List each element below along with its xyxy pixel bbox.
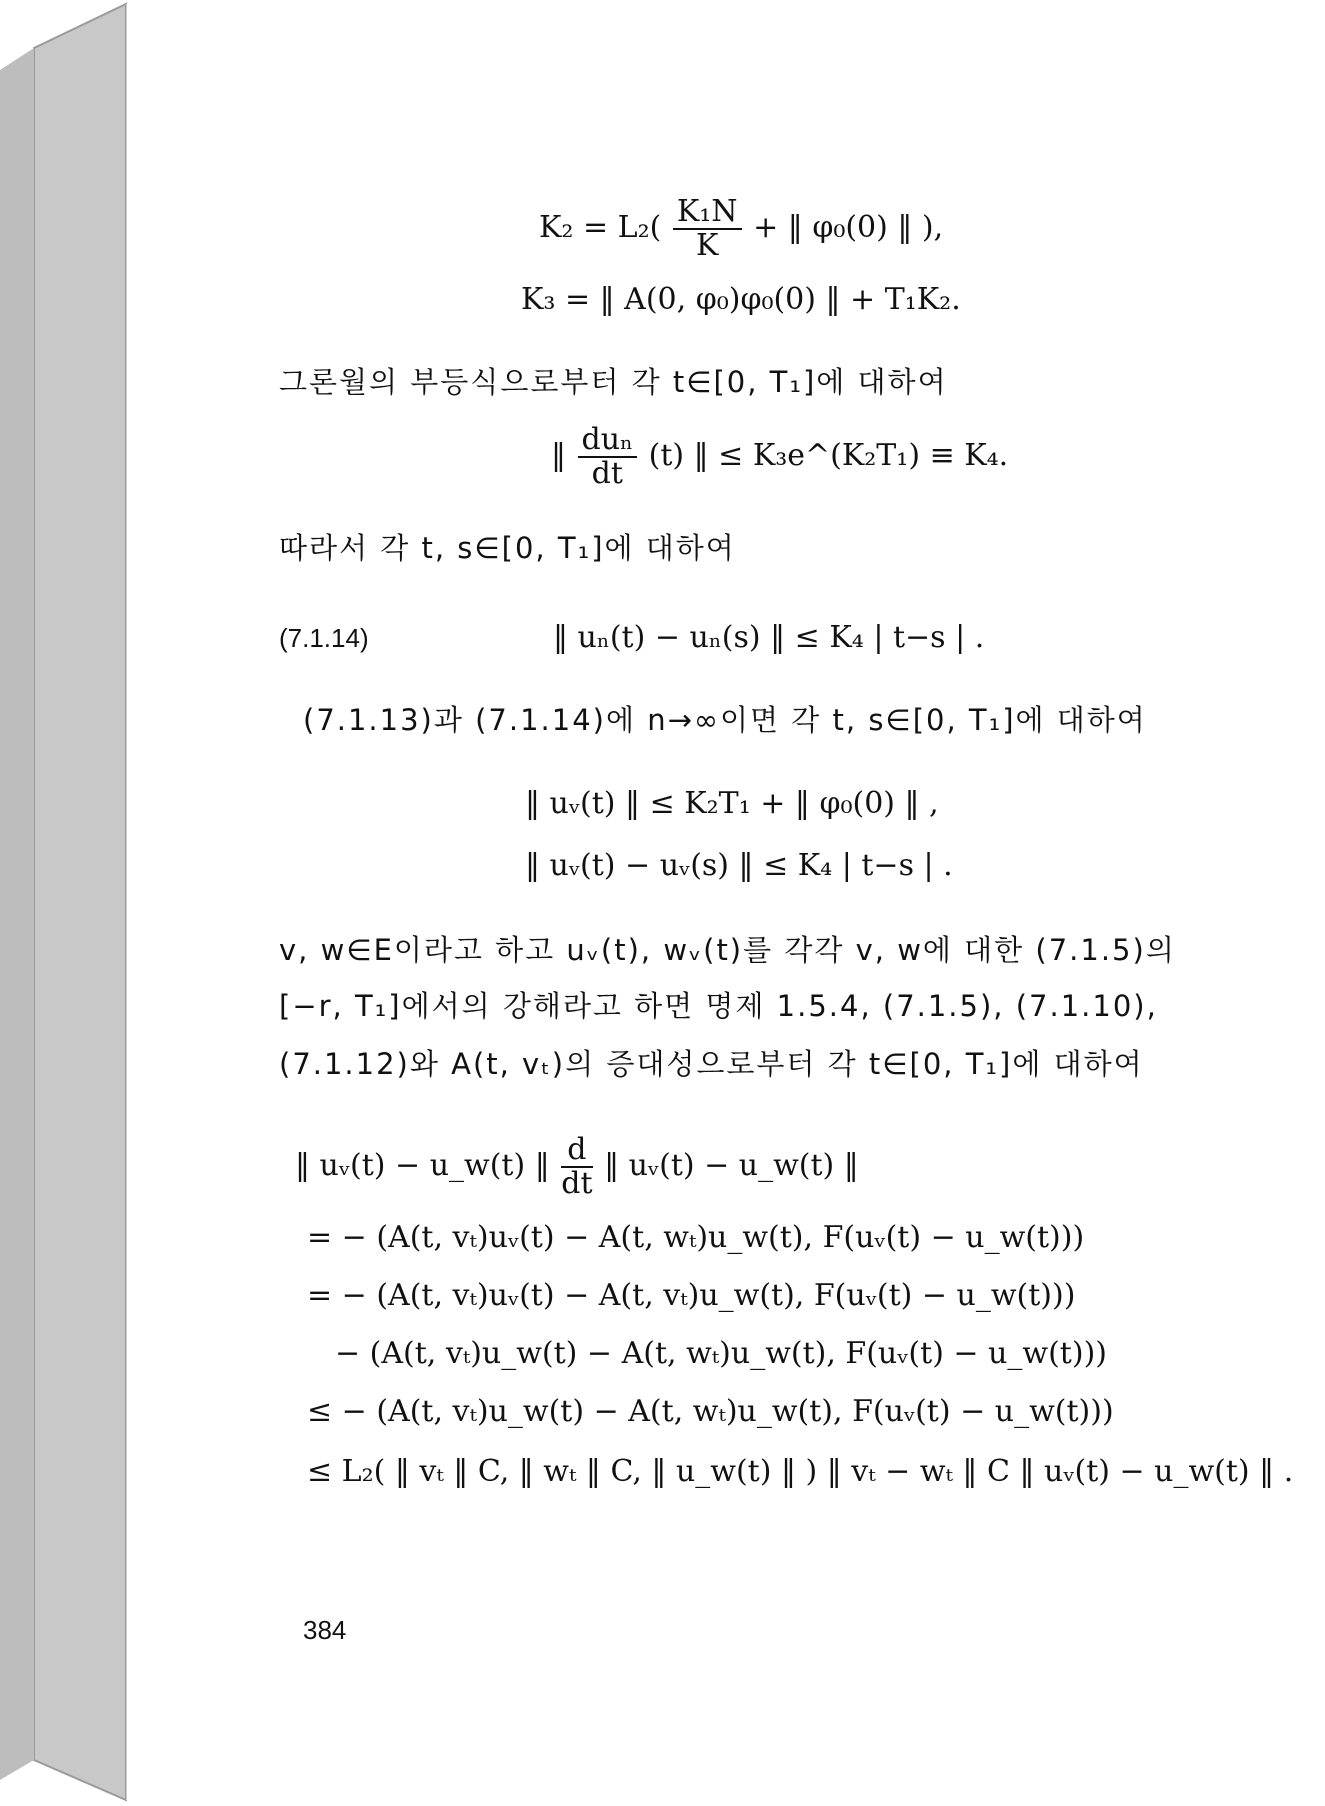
- equation-uv-lipschitz: ‖ uᵥ(t) − uᵥ(s) ‖ ≤ K₄ | t−s | .: [525, 848, 953, 883]
- norm-open: ‖: [551, 438, 566, 473]
- equation-derivative-norm-rhs: ‖ uᵥ(t) − u_w(t) ‖: [604, 1148, 859, 1183]
- page-number: 384: [303, 1615, 347, 1645]
- fraction-d-over-dt: [561, 1134, 592, 1200]
- text-vw-line-1: v, w∈E이라고 하고 uᵥ(t), wᵥ(t)를 각각 v, w에 대한 (7.1.5)의: [279, 933, 1176, 967]
- fraction-numerator: d: [561, 1134, 592, 1168]
- text-limit: (7.1.13)과 (7.1.14)에 n→∞이면 각 t, s∈[0, T₁]에 대하여: [303, 703, 1147, 737]
- fraction-k1n-over-k: [673, 196, 742, 262]
- equation-k3: K₃ = ‖ A(0, φ₀)φ₀(0) ‖ + T₁K₂.: [521, 282, 961, 317]
- fraction-denominator: dt: [561, 1166, 593, 1201]
- equation-derivative-norm: [295, 1134, 859, 1200]
- text-vw-line-2: [−r, T₁]에서의 강해라고 하면 명제 1.5.4, (7.1.5), (7.1.10),: [279, 989, 1158, 1023]
- equation-7114: ‖ uₙ(t) − uₙ(s) ‖ ≤ K₄ | t−s | .: [553, 620, 985, 655]
- equation-chain-line-2: = − (A(t, vₜ)uᵥ(t) − A(t, vₜ)u_w(t), F(uᵥ(t) − u_w(t))): [307, 1278, 1076, 1313]
- book-page: [126, 4, 1320, 1800]
- text-vw-line-3: (7.1.12)와 A(t, vₜ)의 증대성으로부터 각 t∈[0, T₁]에 대하여: [279, 1047, 1144, 1081]
- fraction-numerator: K₁N: [673, 196, 742, 230]
- fraction-denominator: K: [696, 228, 719, 263]
- equation-chain-line-4: ≤ − (A(t, vₜ)u_w(t) − A(t, wₜ)u_w(t), F(uᵥ(t) − u_w(t))): [307, 1394, 1114, 1429]
- equation-chain-line-1: = − (A(t, vₜ)uᵥ(t) − A(t, wₜ)u_w(t), F(uᵥ(t) − u_w(t))): [307, 1220, 1085, 1255]
- equation-derivative-bound: [551, 424, 1008, 490]
- equation-chain-line-3: − (A(t, vₜ)u_w(t) − A(t, wₜ)u_w(t), F(uᵥ(t) − u_w(t))): [335, 1336, 1107, 1371]
- text-therefore: 따라서 각 t, s∈[0, T₁]에 대하여: [279, 531, 736, 565]
- equation-label-7114: (7.1.14): [279, 623, 369, 653]
- text-gronwall: 그론월의 부등식으로부터 각 t∈[0, T₁]에 대하여: [279, 365, 948, 399]
- equation-uv-bound: ‖ uᵥ(t) ‖ ≤ K₂T₁ + ‖ φ₀(0) ‖ ,: [525, 786, 939, 821]
- fraction-dun-over-dt: [578, 424, 638, 490]
- fraction-denominator: dt: [591, 456, 623, 491]
- equation-derivative-rhs: (t) ‖ ≤ K₃e^(K₂T₁) ≡ K₄.: [648, 438, 1009, 473]
- book-spine: [0, 0, 130, 1806]
- equation-k2-rhs: + ‖ φ₀(0) ‖ ),: [753, 210, 944, 245]
- equation-derivative-norm-lhs: ‖ uᵥ(t) − u_w(t) ‖: [295, 1148, 550, 1183]
- fraction-numerator: duₙ: [578, 424, 638, 458]
- equation-chain-line-5: ≤ L₂( ‖ vₜ ‖ C, ‖ wₜ ‖ C, ‖ u_w(t) ‖ ) ‖ vₜ − wₜ ‖ C ‖ uᵥ(t) − u_w(t) ‖ .: [307, 1454, 1294, 1489]
- equation-k2-lhs: K₂ = L₂(: [539, 210, 662, 245]
- equation-k2: [539, 196, 943, 262]
